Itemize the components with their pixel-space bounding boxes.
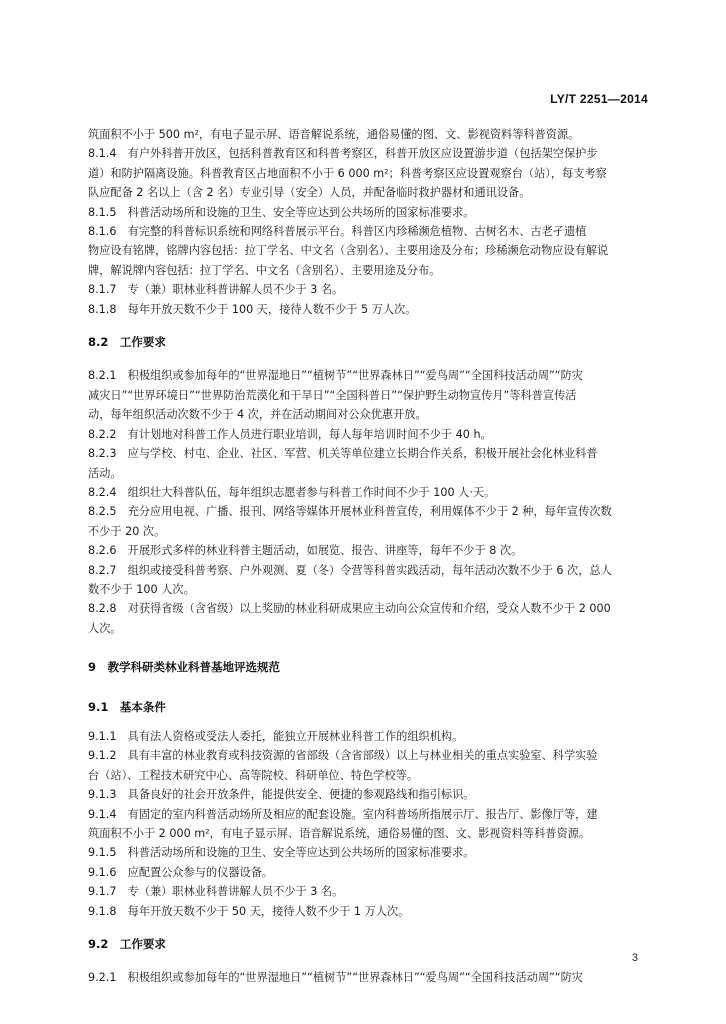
text-line: 不少于 20 次。 (88, 524, 166, 538)
clause-8-1-6: 8.1.6 有完整的科普标识系统和网络科普展示平台。科普区内珍稀濒危植物、古树名木、古老孑遗植 (88, 225, 587, 239)
clause-8-2-2: 8.2.2 有计划地对科普工作人员进行职业培训，每人每年培训时间不少于 40 h。 (88, 427, 492, 441)
clause-8-1-7: 8.1.7 专（兼）职林业科普讲解人员不少于 3 名。 (88, 283, 344, 297)
section-heading-9-1: 9.1 基本条件 (88, 699, 166, 714)
clause-9-1-2: 9.1.2 具有丰富的林业教育或科技资源的省部级（含省部级）以上与林业相关的重点实验室、科学实验 (88, 749, 598, 763)
chapter-heading-9: 9 教学科研类林业科普基地评选规范 (88, 660, 280, 675)
text-line: 牌，解说牌内容包括：拉丁学名、中文名（含别名）、主要用途及分布。 (88, 263, 441, 277)
clause-8-2-7: 8.2.7 组织或接受科普考察、户外观测、夏（冬）令营等科普实践活动，每年活动次数不少于 6 次，总人 (88, 563, 612, 577)
text-line: 数不少于 100 人次。 (88, 582, 195, 596)
clause-8-2-1: 8.2.1 积极组织或参加每年的“世界湿地日”“植树节”“世界森林日”“爱鸟周”“全国科技活动周”“防灾 (88, 369, 583, 383)
text-line: 筑面积不小于 500 m²，有电子显示屏、语音解说系统，通俗易懂的图、文、影视资料等科普资源。 (88, 128, 580, 141)
clause-9-1-6: 9.1.6 应配置公众参与的仪器设备。 (88, 865, 274, 879)
clause-9-1-4: 9.1.4 有固定的室内科普活动场所及相应的配套设施。室内科普场所指展示厅、报告厅、影像厅等，建 (88, 807, 598, 821)
text-line: 物应设有铭牌，铭牌内容包括：拉丁学名、中文名（含别名）、主要用途及分布；珍稀濒危动物应设有解说 (88, 244, 609, 258)
clause-8-2-6: 8.2.6 开展形式多样的林业科普主题活动，如展览、报告、讲座等，每年不少于 8 次。 (88, 544, 523, 558)
clause-8-1-5: 8.1.5 科普活动场所和设施的卫生、安全等应达到公共场所的国家标准要求。 (88, 205, 475, 219)
document-body (88, 125, 654, 988)
text-line: 人次。 (88, 621, 122, 635)
clause-8-2-4: 8.2.4 组织壮大科普队伍，每年组织志愿者参与科普工作时间不少于 100 人·天。 (88, 485, 496, 499)
clause-9-1-5: 9.1.5 科普活动场所和设施的卫生、安全等应达到公共场所的国家标准要求。 (88, 846, 475, 860)
clause-8-2-5: 8.2.5 充分应用电视、广播、报刊、网络等媒体开展林业科普宣传，利用媒体不少于 2 种，每年宣传次数 (88, 505, 612, 519)
page-number: 3 (631, 952, 638, 964)
standard-code-header: LY/T 2251—2014 (550, 92, 648, 106)
clause-8-1-8: 8.1.8 每年开放天数不少于 100 天，接待人数不少于 5 万人次。 (88, 302, 417, 316)
clause-9-1-3: 9.1.3 具备良好的社会开放条件，能提供安全、便捷的参观路线和指引标识。 (88, 788, 475, 802)
clause-9-2-1: 9.2.1 积极组织或参加每年的“世界湿地日”“植树节”“世界森林日”“爱鸟周”“全国科技活动周”“防灾 (88, 971, 583, 985)
clause-8-1-4: 8.1.4 有户外科普开放区，包括科普教育区和科普考察区，科普开放区应设置游步道（包括架空保护步 (88, 147, 598, 161)
text-line: 活动。 (88, 466, 122, 480)
section-heading-9-2: 9.2 工作要求 (88, 937, 166, 952)
clause-9-1-8: 9.1.8 每年开放天数不少于 50 天，接待人数不少于 1 万人次。 (88, 904, 410, 918)
section-heading-8-2: 8.2 工作要求 (88, 335, 166, 350)
text-line: 减灾日”“世界环境日”“世界防治荒漠化和干旱日”“全国科普日”“保护野生动物宣传月”等科普宣传活 (88, 388, 577, 402)
clause-9-1-1: 9.1.1 具有法人资格或受法人委托，能独立开展林业科普工作的组织机构。 (88, 729, 464, 743)
clause-8-2-3: 8.2.3 应与学校、村屯、企业、社区、军营、机关等单位建立长期合作关系，积极开展社会化林业科普 (88, 447, 598, 461)
text-line: 队应配备 2 名以上（含 2 名）专业引导（安全）人员，并配备临时救护器材和通讯设备。 (88, 186, 531, 200)
clause-9-1-7: 9.1.7 专（兼）职林业科普讲解人员不少于 3 名。 (88, 885, 344, 899)
text-line: 筑面积不小于 2 000 m²，有电子显示屏、语音解说系统，通俗易懂的图、文、影视资料等科普资源。 (88, 827, 591, 840)
clause-8-2-8: 8.2.8 对获得省级（含省级）以上奖励的林业科研成果应主动向公众宣传和介绍，受众人数不少于 2 000 (88, 602, 611, 616)
text-line: 道）和防护隔离设施。科普教育区占地面积不小于 6 000 m²；科普考察区应设置观察台（站），每支考察 (88, 166, 607, 180)
text-line: 动，每年组织活动次数不少于 4 次，并在活动期间对公众优惠开放。 (88, 408, 427, 422)
text-line: 台（站）、工程技术研究中心、高等院校、科研单位、特色学校等。 (88, 768, 419, 782)
